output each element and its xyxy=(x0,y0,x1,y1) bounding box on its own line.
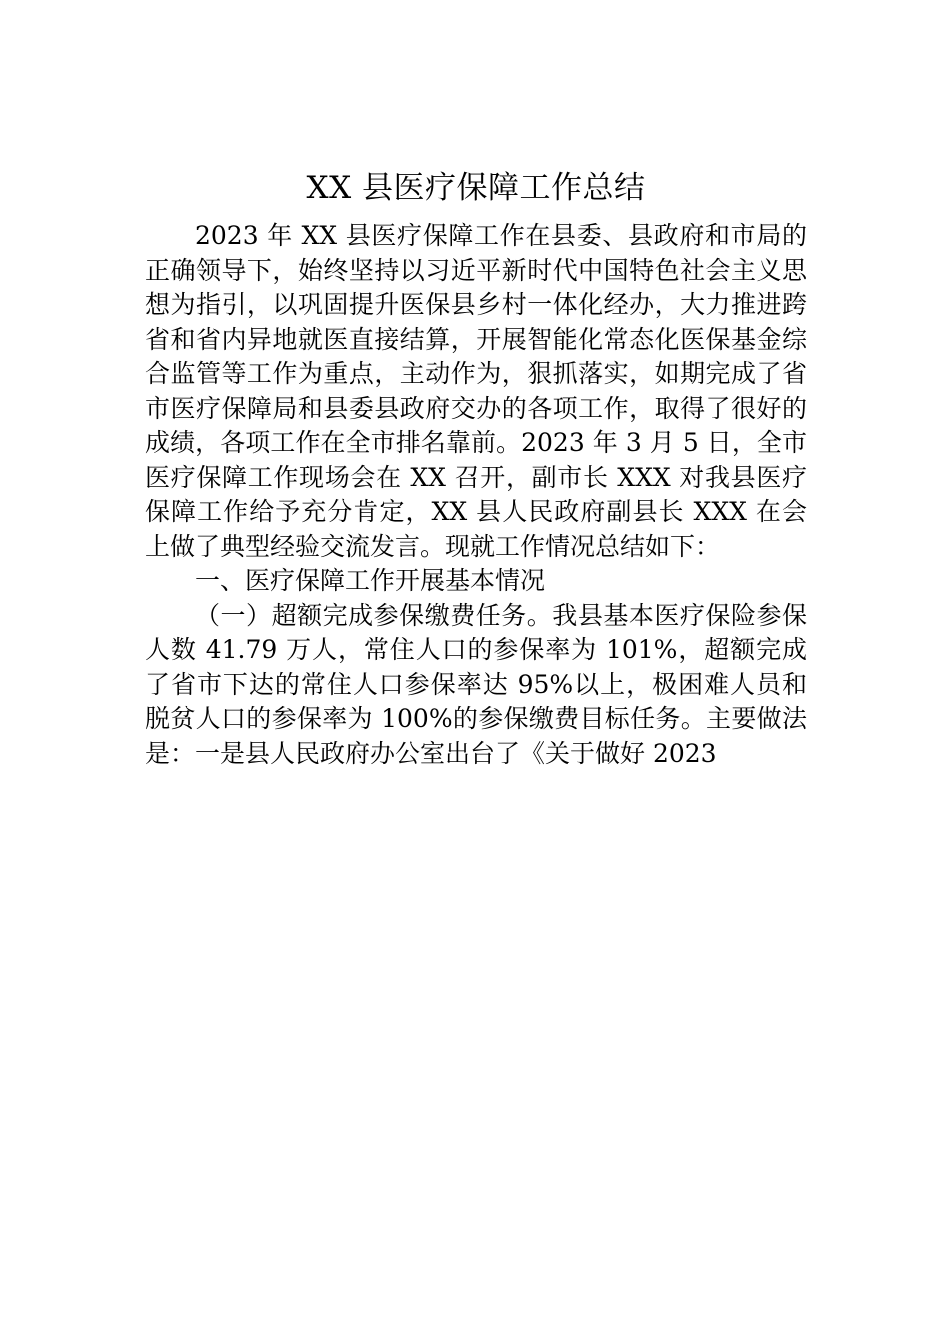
section-paragraph: （一）超额完成参保缴费任务。我县基本医疗保险参保人数 41.79 万人，常住人口的参保率为 101%，超额完成了省市下达的常住人口参保率达 95%以上，极困难人员和脱贫人口的参保率为 100%的参保缴费目标任务。主要做法是：一是县人民政府办公室出台了《关于做好 2023 xyxy=(145,600,807,768)
document-title: XX 县医疗保障工作总结 xyxy=(306,170,646,206)
section-heading: 一、医疗保障工作开展基本情况 xyxy=(195,566,546,595)
document-body xyxy=(145,165,807,771)
intro-paragraph: 2023 年 XX 县医疗保障工作在县委、县政府和市局的正确领导下，始终坚持以习近平新时代中国特色社会主义思想为指引，以巩固提升医保县乡村一体化经办，大力推进跨省和省内异地就医直接结算，开展智能化常态化医保基金综合监管等工作为重点，主动作为，狠抓落实，如期完成了省市医疗保障局和县委县政府交办的各项工作，取得了很好的成绩，各项工作在全市排名靠前。2023 年 3 月 5 日，全市医疗保障工作现场会在 XX 召开，副市长 XXX 对我县医疗保障工作给予充分肯定，XX 县人民政府副县长 XXX 在会上做了典型经验交流发言。现就工作情况总结如下： xyxy=(145,221,807,561)
